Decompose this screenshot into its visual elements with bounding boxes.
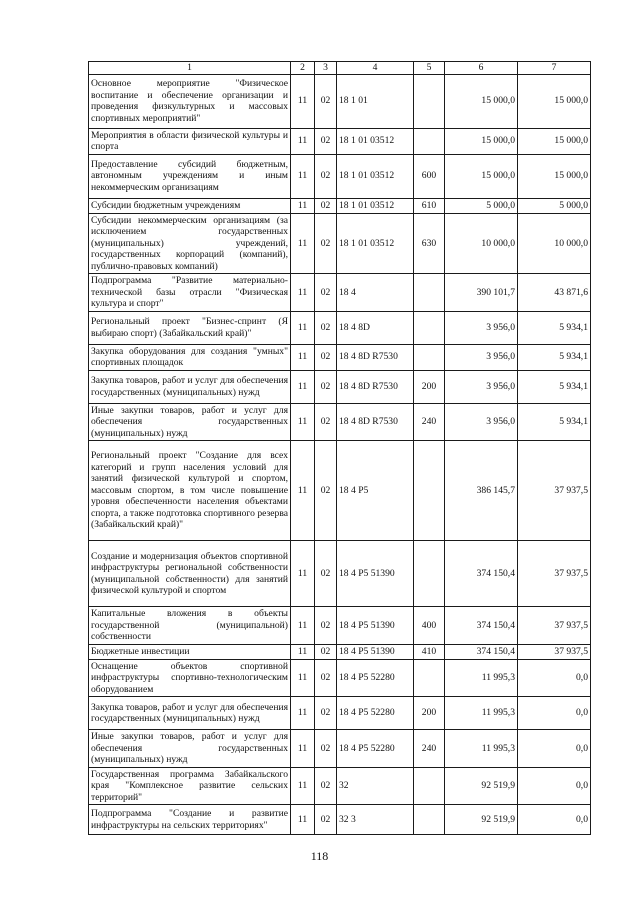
section-code: 11	[291, 213, 315, 274]
expense-type-code	[414, 74, 445, 128]
table-row	[89, 441, 591, 541]
expense-type-code: 200	[414, 370, 445, 403]
budget-table	[88, 61, 591, 835]
expense-type-code	[414, 541, 445, 607]
amount-year-2: 5 934,1	[518, 403, 591, 441]
table-row	[89, 154, 591, 198]
table-row	[89, 198, 591, 213]
row-name: Региональный проект "Создание для всех категорий и групп населения условий для занятий физической культурой и спортом, массовым спортом, в том числе повышение уровня обеспеченности населения объектами спорта, а также подготовка спортивного резерва (Забайкальский край)"	[89, 441, 291, 541]
table-row	[89, 730, 591, 768]
table-row	[89, 767, 591, 805]
amount-year-2: 5 934,1	[518, 344, 591, 370]
target-article-code: 18 4 8D	[337, 311, 414, 344]
amount-year-1: 386 145,7	[445, 441, 518, 541]
amount-year-2: 0,0	[518, 697, 591, 730]
amount-year-2: 5 934,1	[518, 311, 591, 344]
subsection-code: 02	[315, 74, 337, 128]
amount-year-2: 15 000,0	[518, 128, 591, 154]
row-name: Субсидии некоммерческим организациям (за исключением государственных (муниципальных) учреждений, государственных корпораций (компаний), публично-правовых компаний)	[89, 213, 291, 274]
row-name: Основное мероприятие "Физическое воспитание и обеспечение организации и проведения физкультурных и массовых спортивных мероприятий"	[89, 74, 291, 128]
target-article-code: 18 4 8D R7530	[337, 344, 414, 370]
amount-year-1: 374 150,4	[445, 607, 518, 645]
subsection-code: 02	[315, 697, 337, 730]
section-code: 11	[291, 441, 315, 541]
expense-type-code	[414, 128, 445, 154]
amount-year-2: 0,0	[518, 730, 591, 768]
expense-type-code: 410	[414, 644, 445, 659]
subsection-code: 02	[315, 607, 337, 645]
section-code: 11	[291, 154, 315, 198]
expense-type-code	[414, 344, 445, 370]
subsection-code: 02	[315, 767, 337, 805]
amount-year-2: 37 937,5	[518, 607, 591, 645]
subsection-code: 02	[315, 659, 337, 697]
amount-year-1: 15 000,0	[445, 154, 518, 198]
target-article-code: 18 1 01 03512	[337, 213, 414, 274]
table-row	[89, 344, 591, 370]
expense-type-code: 630	[414, 213, 445, 274]
amount-year-2: 0,0	[518, 805, 591, 835]
section-code: 11	[291, 74, 315, 128]
subsection-code: 02	[315, 274, 337, 312]
amount-year-2: 5 934,1	[518, 370, 591, 403]
expense-type-code	[414, 311, 445, 344]
target-article-code: 18 4 P5	[337, 441, 414, 541]
section-code: 11	[291, 311, 315, 344]
row-name: Создание и модернизация объектов спортивной инфраструктуры региональной собственности (муниципальной собственности) для занятий физической культурой и спортом	[89, 541, 291, 607]
column-header: 1	[89, 62, 291, 75]
section-code: 11	[291, 607, 315, 645]
expense-type-code: 610	[414, 198, 445, 213]
target-article-code: 18 1 01 03512	[337, 128, 414, 154]
amount-year-1: 11 995,3	[445, 659, 518, 697]
column-header: 4	[337, 62, 414, 75]
target-article-code: 18 4 P5 52280	[337, 697, 414, 730]
table-row	[89, 659, 591, 697]
amount-year-1: 92 519,9	[445, 805, 518, 835]
amount-year-1: 15 000,0	[445, 128, 518, 154]
section-code: 11	[291, 344, 315, 370]
row-name: Закупка товаров, работ и услуг для обеспечения государственных (муниципальных) нужд	[89, 697, 291, 730]
amount-year-2: 5 000,0	[518, 198, 591, 213]
target-article-code: 18 4 P5 52280	[337, 659, 414, 697]
subsection-code: 02	[315, 730, 337, 768]
target-article-code: 18 4 8D R7530	[337, 403, 414, 441]
table-row	[89, 644, 591, 659]
target-article-code: 32 3	[337, 805, 414, 835]
column-header: 5	[414, 62, 445, 75]
amount-year-1: 5 000,0	[445, 198, 518, 213]
section-code: 11	[291, 198, 315, 213]
amount-year-1: 374 150,4	[445, 541, 518, 607]
target-article-code: 18 4 P5 52280	[337, 730, 414, 768]
amount-year-1: 374 150,4	[445, 644, 518, 659]
subsection-code: 02	[315, 198, 337, 213]
subsection-code: 02	[315, 154, 337, 198]
target-article-code: 18 1 01 03512	[337, 154, 414, 198]
amount-year-1: 3 956,0	[445, 311, 518, 344]
row-name: Государственная программа Забайкальского края "Комплексное развитие сельских территорий"	[89, 767, 291, 805]
expense-type-code: 200	[414, 697, 445, 730]
expense-type-code: 240	[414, 403, 445, 441]
subsection-code: 02	[315, 213, 337, 274]
table-row	[89, 74, 591, 128]
expense-type-code	[414, 274, 445, 312]
table-row	[89, 805, 591, 835]
section-code: 11	[291, 370, 315, 403]
table-row	[89, 213, 591, 274]
row-name: Иные закупки товаров, работ и услуг для обеспечения государственных (муниципальных) нужд	[89, 730, 291, 768]
target-article-code: 18 1 01	[337, 74, 414, 128]
amount-year-1: 3 956,0	[445, 370, 518, 403]
amount-year-1: 3 956,0	[445, 403, 518, 441]
subsection-code: 02	[315, 403, 337, 441]
section-code: 11	[291, 730, 315, 768]
target-article-code: 18 1 01 03512	[337, 198, 414, 213]
target-article-code: 18 4 P5 51390	[337, 607, 414, 645]
target-article-code: 18 4 8D R7530	[337, 370, 414, 403]
amount-year-2: 10 000,0	[518, 213, 591, 274]
row-name: Иные закупки товаров, работ и услуг для обеспечения государственных (муниципальных) нужд	[89, 403, 291, 441]
row-name: Закупка оборудования для создания "умных" спортивных площадок	[89, 344, 291, 370]
amount-year-2: 0,0	[518, 659, 591, 697]
subsection-code: 02	[315, 370, 337, 403]
target-article-code: 18 4	[337, 274, 414, 312]
expense-type-code	[414, 659, 445, 697]
target-article-code: 32	[337, 767, 414, 805]
section-code: 11	[291, 541, 315, 607]
table-row	[89, 607, 591, 645]
subsection-code: 02	[315, 344, 337, 370]
target-article-code: 18 4 P5 51390	[337, 541, 414, 607]
row-name: Предоставление субсидий бюджетным, автономным учреждениям и иным некоммерческим организациям	[89, 154, 291, 198]
subsection-code: 02	[315, 128, 337, 154]
table-row	[89, 128, 591, 154]
amount-year-1: 10 000,0	[445, 213, 518, 274]
section-code: 11	[291, 403, 315, 441]
row-name: Региональный проект "Бизнес-спринт (Я выбираю спорт) (Забайкальский край)"	[89, 311, 291, 344]
section-code: 11	[291, 767, 315, 805]
section-code: 11	[291, 805, 315, 835]
table-row	[89, 311, 591, 344]
table-row	[89, 541, 591, 607]
expense-type-code: 240	[414, 730, 445, 768]
row-name: Капитальные вложения в объекты государственной (муниципальной) собственности	[89, 607, 291, 645]
expense-type-code: 400	[414, 607, 445, 645]
table-row	[89, 370, 591, 403]
table-row	[89, 403, 591, 441]
row-name: Мероприятия в области физической культуры и спорта	[89, 128, 291, 154]
column-header: 6	[445, 62, 518, 75]
column-header: 7	[518, 62, 591, 75]
section-code: 11	[291, 274, 315, 312]
section-code: 11	[291, 644, 315, 659]
amount-year-1: 92 519,9	[445, 767, 518, 805]
row-name: Субсидии бюджетным учреждениям	[89, 198, 291, 213]
subsection-code: 02	[315, 311, 337, 344]
amount-year-2: 15 000,0	[518, 74, 591, 128]
table-header-row	[89, 62, 591, 75]
target-article-code: 18 4 P5 51390	[337, 644, 414, 659]
amount-year-1: 15 000,0	[445, 74, 518, 128]
subsection-code: 02	[315, 644, 337, 659]
row-name: Закупка товаров, работ и услуг для обеспечения государственных (муниципальных) нужд	[89, 370, 291, 403]
subsection-code: 02	[315, 441, 337, 541]
table-row	[89, 697, 591, 730]
amount-year-2: 37 937,5	[518, 441, 591, 541]
amount-year-2: 0,0	[518, 767, 591, 805]
subsection-code: 02	[315, 805, 337, 835]
amount-year-1: 3 956,0	[445, 344, 518, 370]
row-name: Подпрограмма "Создание и развитие инфраструктуры на сельских территориях"	[89, 805, 291, 835]
page-number: 118	[310, 849, 329, 863]
amount-year-1: 390 101,7	[445, 274, 518, 312]
amount-year-1: 11 995,3	[445, 730, 518, 768]
amount-year-2: 15 000,0	[518, 154, 591, 198]
column-header: 2	[291, 62, 315, 75]
row-name: Оснащение объектов спортивной инфраструктуры спортивно-технологическим оборудованием	[89, 659, 291, 697]
table-row	[89, 274, 591, 312]
row-name: Бюджетные инвестиции	[89, 644, 291, 659]
expense-type-code: 600	[414, 154, 445, 198]
row-name: Подпрограмма "Развитие материально-технической базы отрасли "Физическая культура и спорт"	[89, 274, 291, 312]
section-code: 11	[291, 128, 315, 154]
section-code: 11	[291, 697, 315, 730]
section-code: 11	[291, 659, 315, 697]
amount-year-2: 37 937,5	[518, 541, 591, 607]
amount-year-2: 43 871,6	[518, 274, 591, 312]
amount-year-2: 37 937,5	[518, 644, 591, 659]
expense-type-code	[414, 441, 445, 541]
amount-year-1: 11 995,3	[445, 697, 518, 730]
expense-type-code	[414, 805, 445, 835]
column-header: 3	[315, 62, 337, 75]
expense-type-code	[414, 767, 445, 805]
subsection-code: 02	[315, 541, 337, 607]
